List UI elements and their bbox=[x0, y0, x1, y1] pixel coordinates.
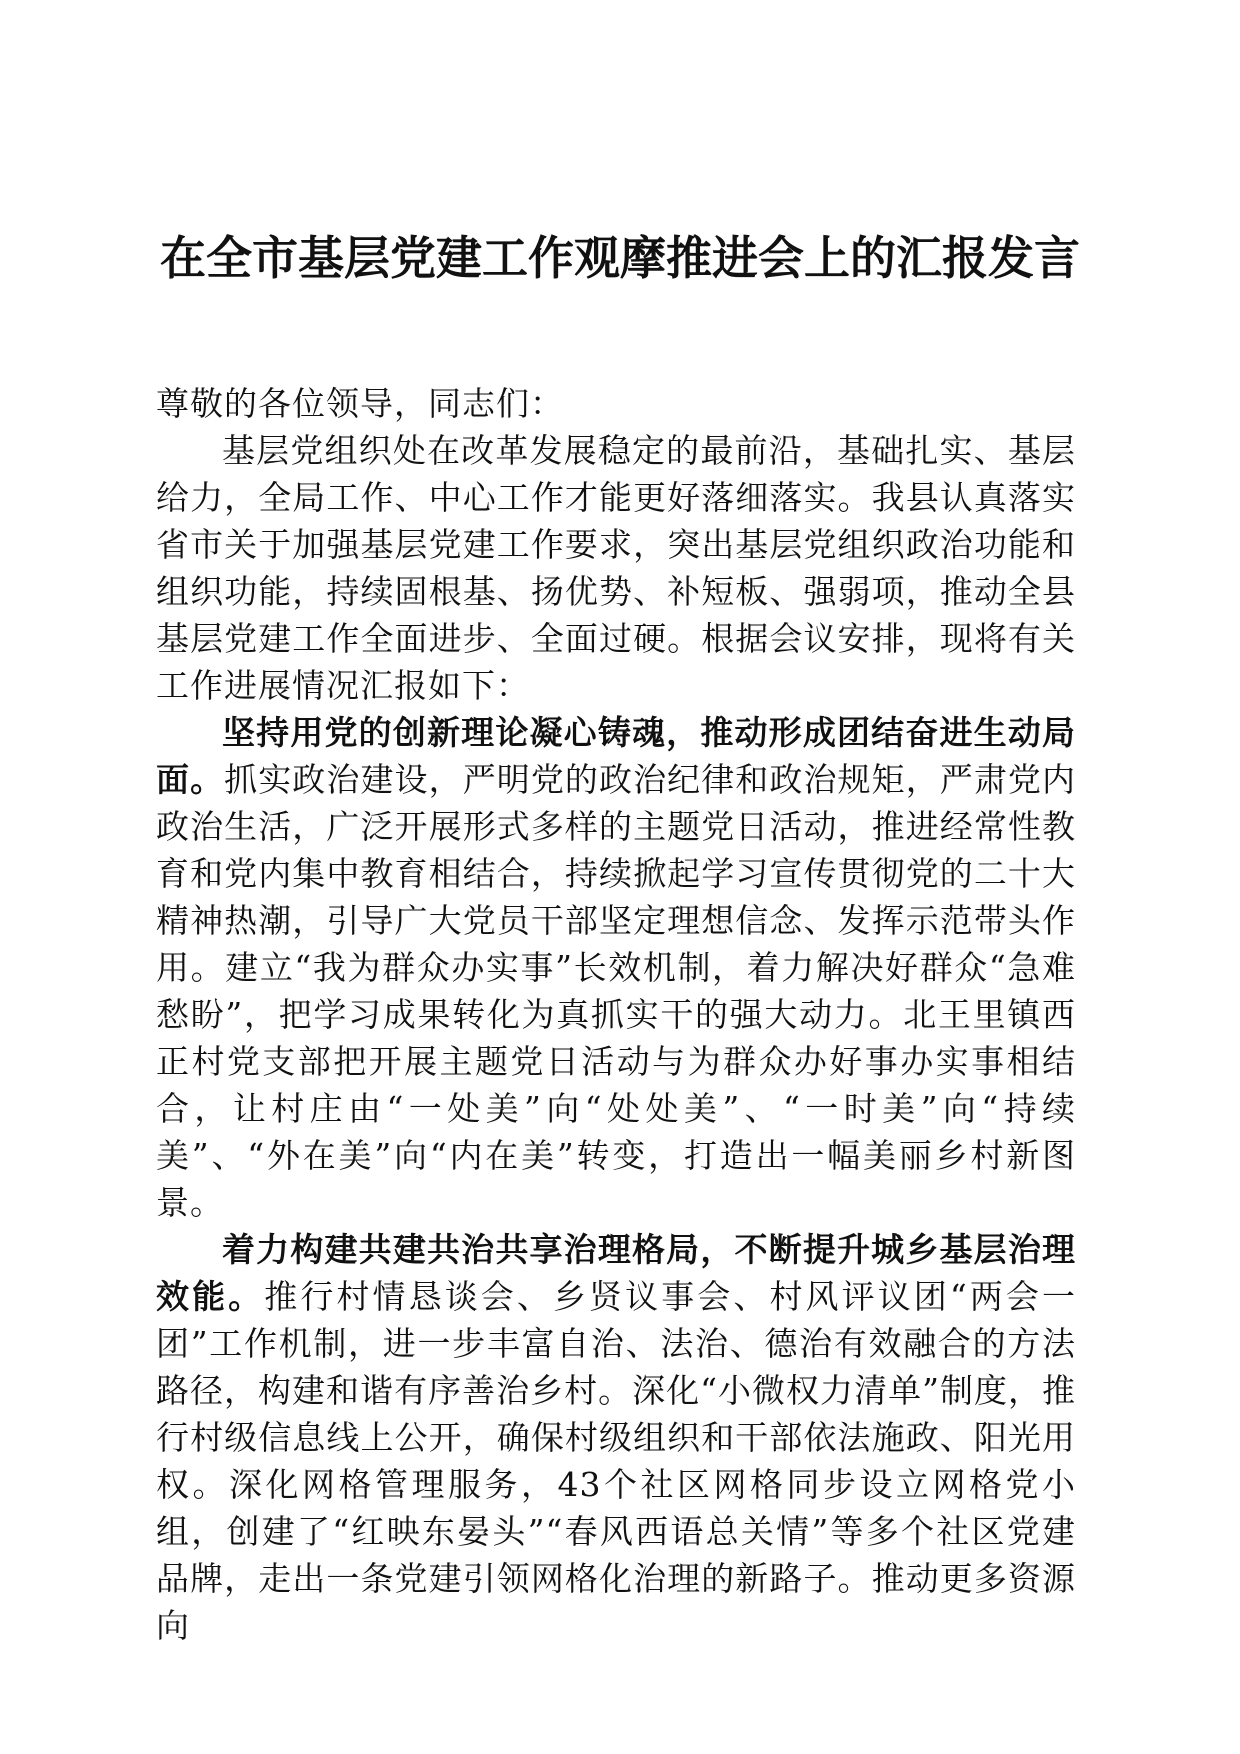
salutation: 尊敬的各位领导，同志们： bbox=[156, 384, 564, 423]
section-paragraph-2 bbox=[156, 1226, 1076, 1649]
section-text-2: 推行村情恳谈会、乡贤议事会、村风评议团“两会一团”工作机制，进一步丰富自治、法治、德治有效融合的方法路径，构建和谐有序善治乡村。深化“小微权力清单”制度，推行村级信息线上公开，确保村级组织和干部依法施政、阳光用权。深化网格管理服务，43个社区网格同步设立网格党小组，创建了“红映东晏头”“春风西语总关情”等多个社区党建品牌，走出一条党建引领网格化治理的新路子。推动更多资源向 bbox=[156, 1277, 1077, 1645]
document-body bbox=[156, 380, 1076, 1649]
intro-paragraph: 基层党组织处在改革发展稳定的最前沿，基础扎实、基层给力，全局工作、中心工作才能更好落细落实。我县认真落实省市关于加强基层党建工作要求，突出基层党组织政治功能和组织功能，持续固根基、扬优势、补短板、强弱项，推动全县基层党建工作全面进步、全面过硬。根据会议安排，现将有关工作进展情况汇报如下： bbox=[156, 431, 1076, 705]
document-title: 在全市基层党建工作观摩推进会上的汇报发言 bbox=[160, 231, 1080, 285]
section-heading-2: 着力构建共建共治共享治理格局，不断提升城乡基层治理效能。 bbox=[156, 1230, 1076, 1316]
section-paragraph-1 bbox=[156, 709, 1076, 1226]
section-heading-1: 坚持用党的创新理论凝心铸魂，推动形成团结奋进生动局面。 bbox=[156, 713, 1076, 799]
section-text-1: 抓实政治建设，严明党的政治纪律和政治规矩，严肃党内政治生活，广泛开展形式多样的主题党日活动，推进经常性教育和党内集中教育相结合，持续掀起学习宣传贯彻党的二十大精神热潮，引导广大党员干部坚定理想信念、发挥示范带头作用。建立“我为群众办实事”长效机制，着力解决好群众“急难愁盼”，把学习成果转化为真抓实干的强大动力。北王里镇西正村党支部把开展主题党日活动与为群众办好事办实事相结合，让村庄由“一处美”向“处处美”、“一时美”向“持续美”、“外在美”向“内在美”转变，打造出一幅美丽乡村新图景。 bbox=[156, 760, 1077, 1222]
